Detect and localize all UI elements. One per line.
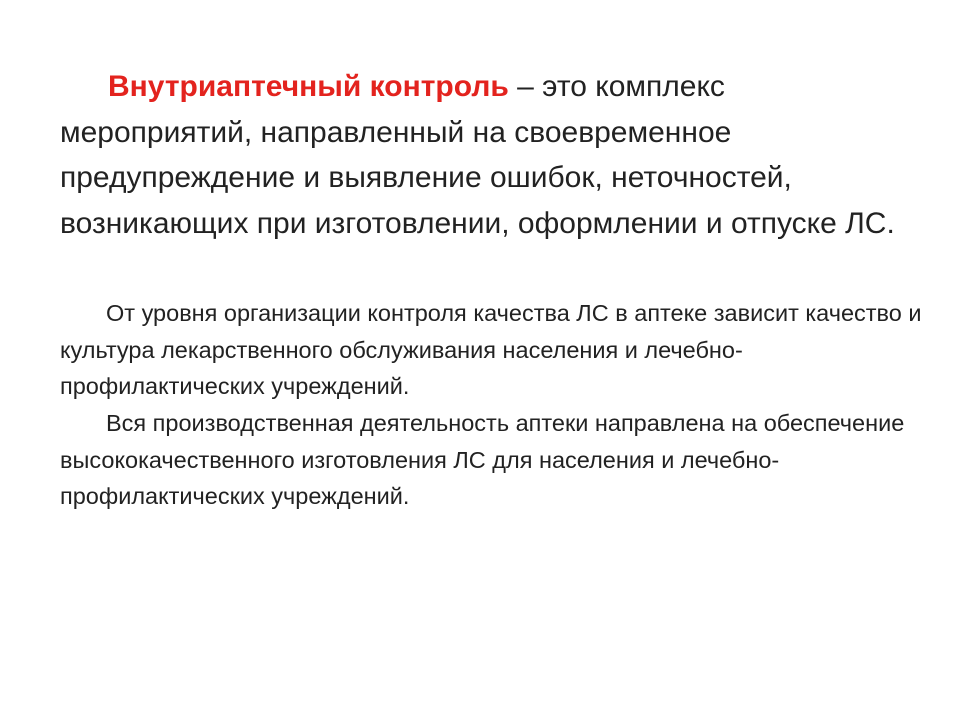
definition-paragraph — [60, 64, 900, 246]
definition-term: Внутриаптечный контроль — [108, 70, 509, 103]
definition-text: – это комплекс мероприятий, направленный на своевременное предупреждение и выявление ошибок, неточностей, возникающих при изготовлении, оформлении и отпуске ЛС. — [60, 70, 895, 240]
quality-control-paragraph: От уровня организации контроля качества ЛС в аптеке зависит качество и культура лекарственного обслуживания населения и лечебно-профилактических учреждений. — [60, 300, 922, 399]
production-activity-paragraph: Вся производственная деятельность аптеки направлена на обеспечение высококачественного изготовления ЛС для населения и лечебно-профилактических учреждений. — [60, 410, 905, 509]
